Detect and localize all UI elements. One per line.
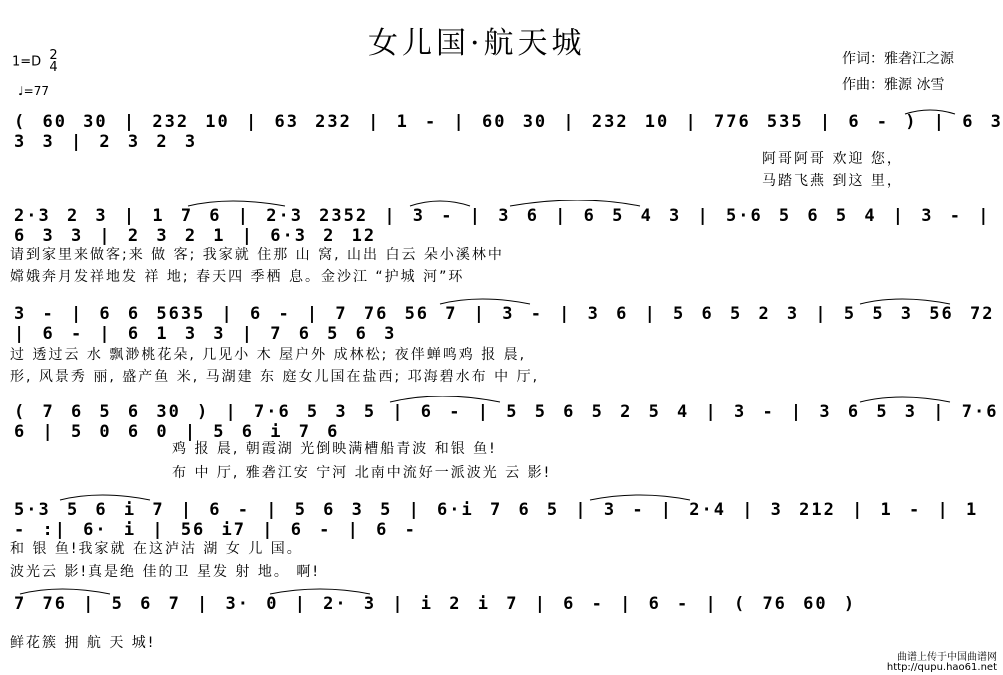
lyric-line: 阿哥阿哥 欢迎 您， (762, 151, 903, 167)
staff-5 (0, 494, 1003, 540)
footer-url: http://qupu.hao61.net (886, 662, 997, 673)
staff-notes: 7 76 | 5 6 7 | 3· 0 | 2· 3 | i 2 i 7 | 6 - | 6 - | ( 76 60 ) (14, 594, 857, 614)
composer-credit: 作曲：雅源 冰雪 (842, 77, 945, 93)
footer-site-name: 曲谱上传于中国曲谱网 (897, 652, 997, 663)
lyricist-credit: 作词：雅砻江之源 (842, 51, 954, 67)
key-signature: 1=D 2 4 (12, 48, 58, 75)
lyric-line: 鲜花簇 拥 航 天 城! (10, 635, 156, 651)
lyric-line: 马踏飞燕 到这 里， (762, 173, 903, 189)
lyric-line: 波光云 影!真是绝 佳的卫 星发 射 地。 啊! (10, 564, 320, 580)
staff-2 (0, 200, 1003, 246)
staff-notes: 2·3 2 3 | 1 7 6 | 2·3 2352 | 3 - | 3 6 | 6 5 4 3 | 5·6 5 6 5 4 | 3 - | 6 3 3 | 2 3 2 1 | 6·3 2 12 (14, 206, 991, 246)
staff-1 (0, 106, 1003, 152)
staff-notes: ( 60 30 | 232 10 | 63 232 | 1 - | 60 30 | 232 10 | 776 535 | 6 - ) | 6 3 3 3 | 2 3 2 3 (14, 112, 1003, 152)
lyric-line: 请到家里来做客;来 做 客; 我家就 住那 山 窝, 山出 白云 朵小溪林中 (10, 247, 504, 263)
lyric-line: 过 透过云 水 飘渺桃花朵, 几见小 木 屋户外 成林松; 夜伴蝉鸣鸡 报 晨, (10, 347, 527, 363)
staff-notes: 3 - | 6 6 5635 | 6 - | 7 76 56 7 | 3 - | 3 6 | 5 6 5 2 3 | 5 5 3 56 72 | 6 - | 6 1 3 3 | 7 6 5 6 3 (14, 304, 995, 344)
lyric-line: 形, 风景秀 丽, 盛产鱼 米, 马湖建 东 庭女儿国在盐西; 邛海碧水布 中 厅, (10, 369, 540, 385)
lyric-line: 鸡 报 晨, 朝霞湖 光倒映满槽船青波 和银 鱼! (172, 441, 497, 457)
page-title: 女儿国·航天城 (368, 26, 586, 61)
lyric-line: 和 银 鱼!我家就 在这泸沽 湖 女 儿 国。 (10, 541, 303, 557)
time-signature-bottom: 4 (49, 60, 58, 75)
lyric-line: 嫦娥奔月发祥地发 祥 地; 春天四 季栖 息。金沙江 “护城 河”环 (10, 269, 465, 285)
tempo-marking: ♩=77 (18, 84, 49, 98)
staff-notes: 5·3 5 6 i 7 | 6 - | 5 6 3 5 | 6·i 7 6 5 | 3 - | 2·4 | 3 212 | 1 - | 1 - :| 6· i | 56 i7 | 6 - | 6 - (14, 500, 979, 540)
staff-6 (0, 588, 1003, 628)
staff-3 (0, 298, 1003, 344)
time-signature-top: 2 (49, 48, 58, 63)
staff-4 (0, 396, 1003, 442)
lyric-line: 布 中 厅, 雅砻江安 宁河 北南中流好一派波光 云 影! (172, 465, 552, 481)
staff-notes: ( 7 6 5 6 30 ) | 7·6 5 3 5 | 6 - | 5 5 6 5 2 5 4 | 3 - | 3 6 5 3 | 7·6 6 | 5 0 6 0 | 5 6 i 7 6 (14, 402, 999, 442)
